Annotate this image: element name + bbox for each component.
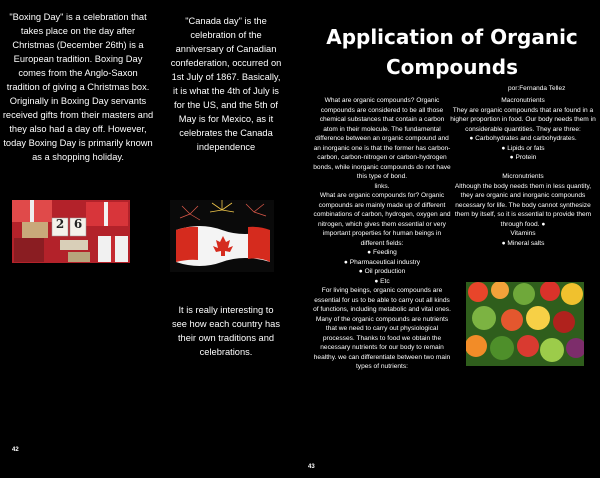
bullet-feeding: ● Feeding [367,249,397,256]
author-byline: por:Fernanda Tellez [508,85,566,92]
paragraph-nutrients: Many of the organic compounds are nutrients that we need to carry out physiological processes. Thanks to food we obtain the necessary nutrients for our body to remain healthy. we can differentiate between two main types of nutrients: [313,315,451,370]
canada-day-paragraph: "Canada day" is the celebration of the anniversary of Canadian confederation, occurred on 1st July of 1867. Basically, it is what the 4th of July is for the US, and the 5th of May is for Mexico, as it celebrates the Canada independence [170,16,282,152]
calendar-digit: 2 [55,217,65,231]
canada-flag-fireworks-image [170,200,274,272]
micro-item: ● Mineral salts [501,239,545,247]
micro-item: Vitamins [510,230,536,237]
macro-item: ● Protein [509,154,537,161]
boxing-day-gifts-image [12,200,130,263]
paragraph-living-beings: For living beings, organic compounds are essential for us to be able to carry out all kinds of functions, including metabolic and vital ones. [313,287,451,313]
macronutrients-text: They are organic compounds that are found in a higher proportion in food. Our body needs them in considerable quantities. They are three: [450,106,596,133]
page-number-left: 42 [12,447,19,453]
micronutrients-text: Although the body needs them in less quantity, they are organic and inorganic compounds necessary for life. The body cannot synthesize them by itself, so it is essential to provide them through food. ● [454,182,592,228]
macronutrients-heading: Macronutrients [501,97,545,104]
page-title: Application of Organic Compounds [326,25,578,79]
paragraph-links: links. [374,182,390,190]
boxing-day-paragraph: "Boxing Day" is a celebration that takes place on the day after Christmas (December 26th) is a European tradition. Boxing Day comes from the Anglo-Saxon tradition of giving a Christmas box. Originally in Boxing Day servants received gifts from their masters and they also had a day off. However, today Boxing Day is primarily known as a shopping holiday. [2,12,154,162]
calendar-digit: 6 [73,217,83,231]
vegetables-image [466,282,584,366]
macro-item: ● Lipids or fats [501,144,545,152]
page-number-right: 43 [308,464,315,470]
macro-item: ● Carbohydrates and carbohydrates. [469,135,577,142]
organic-compounds-column [312,96,452,372]
micronutrients-heading: Micronutrients [502,173,544,180]
paragraph-definition: What are organic compounds? Organic compounds are considered to be all those chemical substances that contain a carbon atom in their molecule. The fundamental difference between an organic compound and an inorganic one is that the former has carbon-carbon, carbon-nitrogen or carbon-hydrogen bonds, while inorganic compounds do not have this type of bond. [313,97,451,180]
bullet-oil: ● Oil production [358,268,406,275]
bullet-pharmaceutical: ● Pharmaceutical industry [343,258,421,266]
closing-paragraph: It is really interesting to see how each country has their own traditions and celebrations. [171,305,280,357]
bullet-etc: ● Etc [374,277,390,285]
nutrients-column [448,96,598,248]
paragraph-uses-intro: What are organic compounds for? Organic compounds are mainly made up of different combinations of carbon, hydrogen, oxygen and nitrogen, which gives them essential or very important properties for human beings in different fields: [313,192,451,247]
